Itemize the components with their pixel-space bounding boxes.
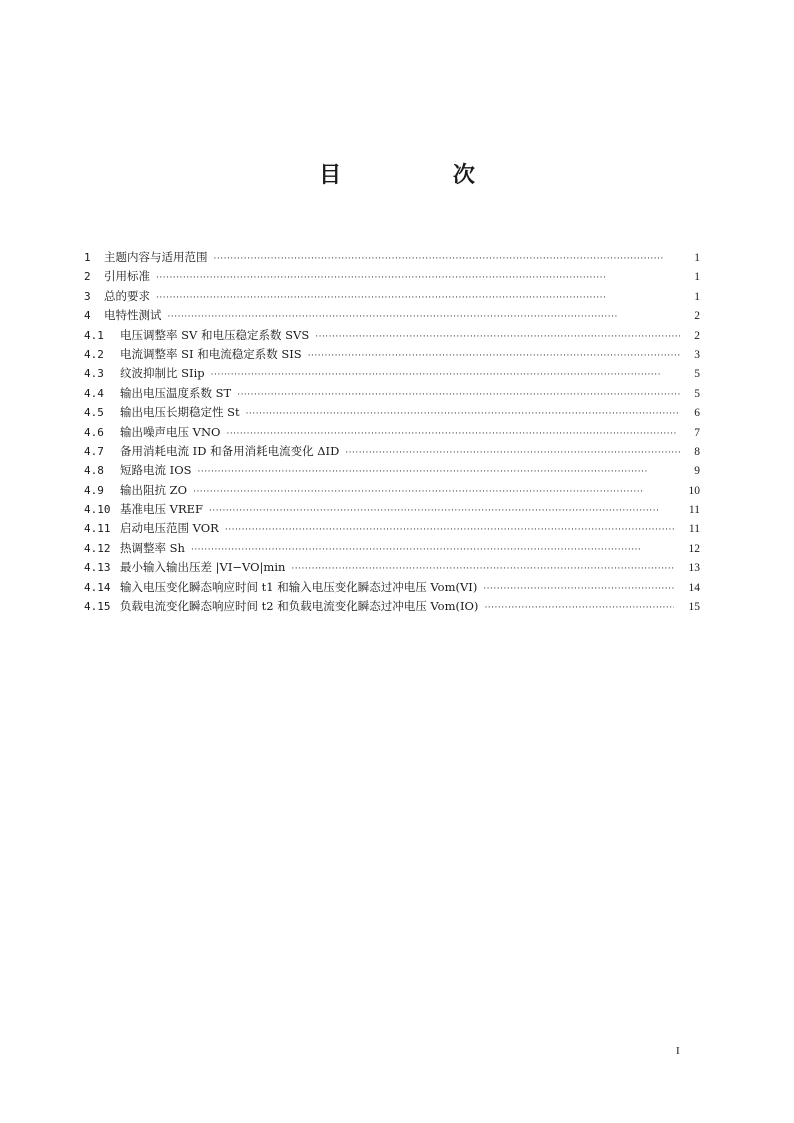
entry-page: 6 <box>694 407 700 420</box>
toc-entry[interactable] <box>84 345 700 364</box>
entry-page: 12 <box>688 542 700 555</box>
entry-title: 最小输入输出压差 |VI−VO|min <box>120 560 286 575</box>
toc-entry[interactable] <box>84 306 700 325</box>
entry-number: 4.8 <box>84 464 104 478</box>
dot-leader <box>209 502 674 521</box>
entry-title: 备用消耗电流 ID 和备用消耗电流变化 ΔID <box>120 443 340 458</box>
entry-page: 1 <box>694 252 700 264</box>
toc-entry[interactable] <box>84 403 700 422</box>
entry-number: 1 <box>84 251 91 264</box>
entry-page: 2 <box>694 329 700 342</box>
toc-entry[interactable] <box>84 461 700 480</box>
entry-page: 15 <box>688 601 700 614</box>
dot-leader <box>308 347 680 366</box>
entry-title: 负载电流变化瞬态响应时间 t2 和负载电流变化瞬态过冲电压 Vom(IO) <box>120 599 479 614</box>
entry-page: 5 <box>694 368 700 381</box>
entry-title: 输出噪声电压 VNO <box>120 424 221 439</box>
entry-page: 2 <box>694 310 700 323</box>
entry-number: 4.13 <box>84 561 111 575</box>
toc-entry[interactable] <box>84 500 700 519</box>
entry-page: 7 <box>694 426 700 439</box>
entry-title: 主题内容与适用范围 <box>104 250 208 264</box>
toc-entry[interactable] <box>84 287 700 306</box>
entry-title: 输出阻抗 ZO <box>120 482 188 497</box>
entry-number: 4.4 <box>84 386 104 400</box>
toc-entry[interactable] <box>84 384 700 403</box>
entry-page: 14 <box>688 581 700 594</box>
entry-page: 10 <box>688 484 700 497</box>
entry-title: 电流调整率 SI 和电流稳定系数 SIS <box>120 346 302 361</box>
dot-leader <box>214 250 681 269</box>
entry-page: 9 <box>694 465 700 478</box>
dot-leader <box>156 269 680 288</box>
entry-title: 输出电压温度系数 ST <box>120 385 232 400</box>
dot-leader <box>237 386 680 405</box>
entry-number: 4.9 <box>84 483 104 497</box>
entry-number: 4.10 <box>84 503 111 517</box>
entry-page: 3 <box>694 348 700 361</box>
entry-title: 短路电流 IOS <box>120 463 192 478</box>
entry-number: 4.12 <box>84 541 111 555</box>
toc-entry[interactable] <box>84 326 700 345</box>
entry-number: 4.11 <box>84 522 111 536</box>
dot-leader <box>315 328 680 347</box>
dot-leader <box>483 580 674 599</box>
entry-page: 11 <box>688 523 700 536</box>
dot-leader <box>156 289 680 308</box>
dot-leader <box>246 405 680 424</box>
toc-entry[interactable] <box>84 578 700 597</box>
entry-title: 输入电压变化瞬态响应时间 t1 和输入电压变化瞬态过冲电压 Vom(VI) <box>120 579 478 594</box>
toc-entry[interactable] <box>84 481 700 500</box>
entry-number: 4.1 <box>84 328 104 342</box>
toc-entry[interactable] <box>84 442 700 461</box>
entry-number: 4.14 <box>84 580 111 594</box>
toc-entry[interactable] <box>84 423 700 442</box>
page-number: I <box>676 1045 680 1057</box>
entry-page: 1 <box>694 271 700 284</box>
toc-entry[interactable] <box>84 539 700 558</box>
entry-number: 4.15 <box>84 600 111 614</box>
dot-leader <box>225 521 674 540</box>
entry-number: 2 <box>84 270 91 284</box>
dot-leader <box>198 463 680 482</box>
entry-page: 11 <box>688 504 700 517</box>
entry-page: 8 <box>694 445 700 458</box>
toc-entry[interactable] <box>84 519 700 538</box>
dot-leader <box>345 444 680 463</box>
dot-leader <box>484 599 674 618</box>
entry-title: 电压调整率 SV 和电压稳定系数 SVS <box>120 327 310 342</box>
entry-number: 3 <box>84 289 91 303</box>
table-of-contents <box>84 248 700 616</box>
toc-entry[interactable] <box>84 267 700 286</box>
dot-leader <box>193 483 674 502</box>
entry-number: 4.6 <box>84 425 104 439</box>
toc-entry[interactable] <box>84 558 700 577</box>
entry-title: 基准电压 VREF <box>120 502 203 517</box>
toc-entry[interactable] <box>84 597 700 616</box>
toc-entry[interactable] <box>84 364 700 383</box>
entry-title: 纹波抑制比 SIip <box>120 366 205 381</box>
entry-number: 4.3 <box>84 367 104 381</box>
entry-number: 4 <box>84 309 91 323</box>
entry-page: 5 <box>694 387 700 400</box>
entry-page: 13 <box>688 562 700 575</box>
entry-number: 4.7 <box>84 444 104 458</box>
entry-page: 1 <box>694 290 700 303</box>
entry-title: 引用标准 <box>104 269 150 284</box>
entry-number: 4.5 <box>84 406 104 420</box>
entry-number: 4.2 <box>84 347 104 361</box>
entry-title: 电特性测试 <box>104 308 162 323</box>
entry-title: 输出电压长期稳定性 St <box>120 405 240 420</box>
entry-title: 总的要求 <box>104 288 150 303</box>
toc-entry[interactable] <box>84 248 700 267</box>
page-title: 目 次 <box>319 163 527 188</box>
entry-title: 启动电压范围 VOR <box>120 521 219 536</box>
dot-leader <box>211 366 680 385</box>
entry-title: 热调整率 Sh <box>120 540 185 555</box>
